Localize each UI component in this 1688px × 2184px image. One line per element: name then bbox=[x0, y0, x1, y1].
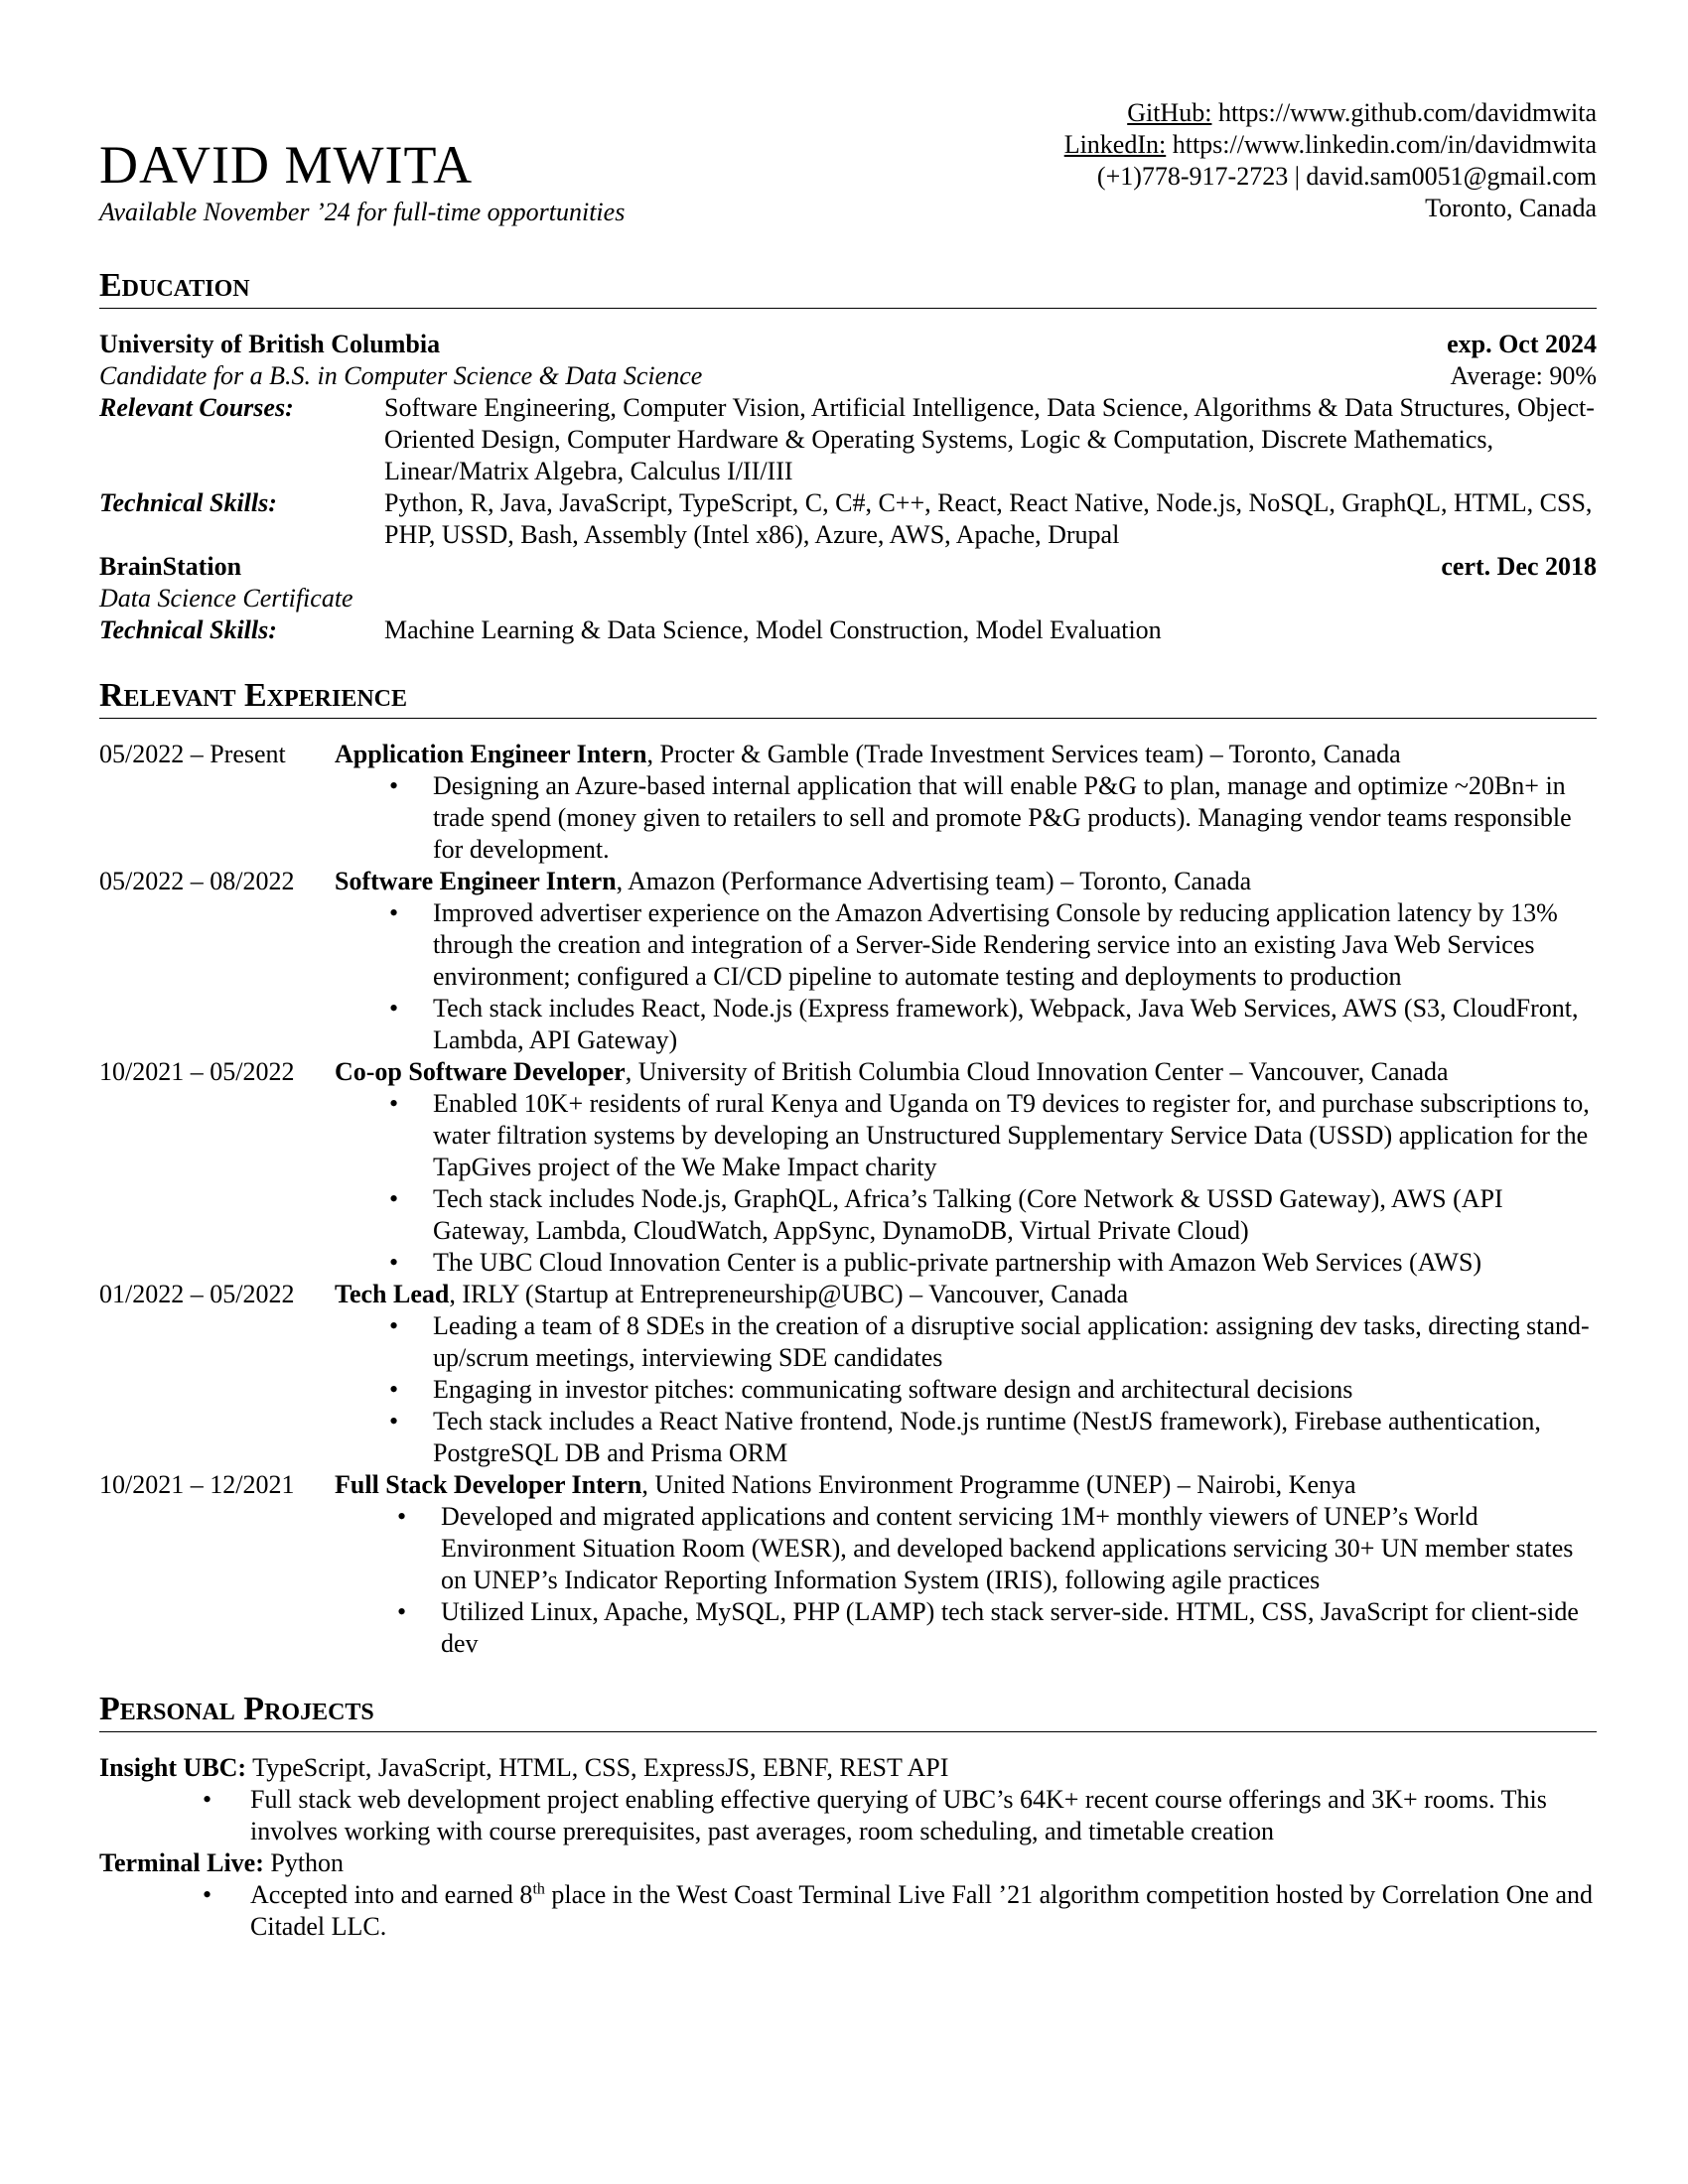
job-header bbox=[99, 739, 1597, 770]
github-url[interactable]: https://www.github.com/davidmwita bbox=[1211, 98, 1597, 127]
skills-list: Machine Learning & Data Science, Model Construction, Model Evaluation bbox=[384, 615, 1162, 644]
job-bullets bbox=[99, 770, 1597, 866]
job-bullet: • Designing an Azure-based internal application that will enable P&G to plan, manage and optimize ~20Bn+ in trade spend (money given to retailers to sell and promote P&G products). Managing vendor teams responsible for development. bbox=[433, 770, 1597, 866]
bullet-text-post: place in the West Coast Terminal Live Fall ’21 algorithm competition hosted by Correlation One and Citadel LLC. bbox=[250, 1880, 1594, 1941]
project-bullet: • Full stack web development project enabling effective querying of UBC’s 64K+ recent course offerings and 3K+ rooms. This involves working with course prerequisites, past averages, room scheduling, and timetable creation bbox=[250, 1784, 1597, 1847]
job-bullet: • Enabled 10K+ residents of rural Kenya and Uganda on T9 devices to register for, and purchase subscriptions to, water filtration systems by developing an Unstructured Supplementary Service Data (USSD) application for the TapGives project of the We Make Impact charity bbox=[433, 1088, 1597, 1183]
phone-email: (+1)778-917-2723 | david.sam0051@gmail.com bbox=[1096, 162, 1597, 191]
availability-note: Available November ’24 for full-time opportunities bbox=[99, 198, 626, 226]
job-title bbox=[335, 1279, 1597, 1310]
linkedin-url[interactable]: https://www.linkedin.com/in/davidmwita bbox=[1166, 130, 1597, 159]
job-detail: , Amazon (Performance Advertising team) – Toronto, Canada bbox=[616, 867, 1252, 895]
job-entry bbox=[99, 866, 1597, 1056]
job-bullet: • Engaging in investor pitches: communicating software design and architectural decisions bbox=[433, 1374, 1597, 1406]
ubc-skills bbox=[99, 487, 1597, 551]
job-entry bbox=[99, 1279, 1597, 1469]
brainstation-date: cert. Dec 2018 bbox=[1441, 552, 1597, 581]
skills-label: Technical Skills: bbox=[99, 615, 277, 644]
project-stack: Python bbox=[263, 1848, 345, 1877]
ubc-degree-row bbox=[99, 360, 1597, 392]
job-bullet: • Tech stack includes a React Native frontend, Node.js runtime (NestJS framework), Firebase authentication, PostgreSQL DB and Prisma ORM bbox=[433, 1406, 1597, 1469]
brainstation-row bbox=[99, 551, 1597, 583]
candidate-name: DAVID MWITA bbox=[99, 135, 474, 195]
project-name: Terminal Live: bbox=[99, 1848, 264, 1877]
ubc-school: University of British Columbia bbox=[99, 330, 441, 358]
contact-block bbox=[1064, 97, 1597, 224]
project-terminal bbox=[99, 1847, 1597, 1879]
job-bullet: • Developed and migrated applications and content servicing 1M+ monthly viewers of UNEP’s World Environment Situation Room (WESR), and developed backend applications servicing 30+ UN member states on UNEP’s Indicator Reporting Information System (IRIS), following agile practices bbox=[441, 1501, 1597, 1596]
job-title bbox=[335, 739, 1597, 770]
bullet-text-pre: Accepted into and earned 8 bbox=[250, 1880, 533, 1909]
job-detail: , IRLY (Startup at Entrepreneurship@UBC) – Vancouver, Canada bbox=[449, 1280, 1129, 1308]
job-role: Application Engineer Intern bbox=[335, 740, 647, 768]
ubc-date: exp. Oct 2024 bbox=[1447, 330, 1597, 358]
job-dates: 10/2021 – 12/2021 bbox=[99, 1470, 295, 1499]
location: Toronto, Canada bbox=[1425, 194, 1597, 222]
linkedin-line[interactable] bbox=[1064, 129, 1597, 161]
job-bullet: • Leading a team of 8 SDEs in the creation of a disruptive social application: assigning dev tasks, directing stand-up/scrum meetings, interviewing SDE candidates bbox=[433, 1310, 1597, 1374]
job-role: Software Engineer Intern bbox=[335, 867, 617, 895]
github-label[interactable]: GitHub: bbox=[1127, 98, 1212, 127]
project-bullet bbox=[250, 1879, 1597, 1943]
job-header bbox=[99, 1469, 1597, 1501]
job-title bbox=[335, 1469, 1597, 1501]
job-entry bbox=[99, 1469, 1597, 1660]
job-bullet: • The UBC Cloud Innovation Center is a public-private partnership with Amazon Web Services (AWS) bbox=[433, 1247, 1597, 1279]
project-name: Insight UBC: bbox=[99, 1753, 247, 1782]
job-bullets bbox=[99, 1501, 1597, 1660]
job-dates: 10/2021 – 05/2022 bbox=[99, 1057, 295, 1086]
skills-list: Python, R, Java, JavaScript, TypeScript, C, C#, C++, React, React Native, Node.js, NoSQL, GraphQL, HTML, CSS, PHP, USSD, Bash, Assembly (Intel x86), Azure, AWS, Apache, Drupal bbox=[384, 488, 1593, 549]
job-role: Tech Lead bbox=[335, 1280, 450, 1308]
job-detail: , Procter & Gamble (Trade Investment Services team) – Toronto, Canada bbox=[646, 740, 1401, 768]
job-bullets bbox=[99, 1310, 1597, 1469]
skills-label: Technical Skills: bbox=[99, 488, 277, 517]
job-dates: 01/2022 – 05/2022 bbox=[99, 1280, 295, 1308]
resume-header bbox=[99, 97, 1597, 236]
ubc-average: Average: 90% bbox=[1450, 361, 1597, 390]
job-bullet: • Improved advertiser experience on the Amazon Advertising Console by reducing application latency by 13% through the creation and integration of a Server-Side Rendering service into an existing Java Web Services environment; configured a CI/CD pipeline to automate testing and deployments to production bbox=[433, 897, 1597, 993]
job-dates: 05/2022 – Present bbox=[99, 740, 286, 768]
project-bullets bbox=[99, 1784, 1597, 1847]
ordinal-suffix: th bbox=[532, 1880, 545, 1898]
job-title bbox=[335, 1056, 1597, 1088]
education-heading: Education bbox=[99, 266, 1597, 309]
projects-section bbox=[99, 1752, 1597, 1943]
brainstation-cert: Data Science Certificate bbox=[99, 584, 353, 613]
courses-list: Software Engineering, Computer Vision, Artificial Intelligence, Data Science, Algorithms & Data Structures, Object-Oriented Design, Computer Hardware & Operating Systems, Logic & Computation, Discrete Mathematics, Linear/Matrix Algebra, Calculus I/II/III bbox=[384, 393, 1595, 485]
job-bullet: • Tech stack includes React, Node.js (Express framework), Webpack, Java Web Services, AWS (S3, CloudFront, Lambda, API Gateway) bbox=[433, 993, 1597, 1056]
experience-section bbox=[99, 739, 1597, 1660]
education-section bbox=[99, 329, 1597, 646]
linkedin-label[interactable]: LinkedIn: bbox=[1063, 130, 1167, 159]
job-entry bbox=[99, 1056, 1597, 1279]
job-role: Co-op Software Developer bbox=[335, 1057, 626, 1086]
job-role: Full Stack Developer Intern bbox=[335, 1470, 642, 1499]
github-line[interactable] bbox=[1064, 97, 1597, 129]
brainstation-school: BrainStation bbox=[99, 552, 242, 581]
job-detail: , United Nations Environment Programme (UNEP) – Nairobi, Kenya bbox=[641, 1470, 1356, 1499]
ubc-row bbox=[99, 329, 1597, 360]
ubc-degree: Candidate for a B.S. in Computer Science & Data Science bbox=[99, 361, 703, 390]
job-header bbox=[99, 1056, 1597, 1088]
job-header bbox=[99, 1279, 1597, 1310]
ubc-courses bbox=[99, 392, 1597, 487]
project-bullets bbox=[99, 1879, 1597, 1943]
projects-heading: Personal Projects bbox=[99, 1690, 1597, 1732]
job-header bbox=[99, 866, 1597, 897]
project-stack: TypeScript, JavaScript, HTML, CSS, ExpressJS, EBNF, REST API bbox=[246, 1753, 949, 1782]
job-bullets bbox=[99, 897, 1597, 1056]
job-dates: 05/2022 – 08/2022 bbox=[99, 867, 295, 895]
brainstation-skills bbox=[99, 614, 1597, 646]
courses-label: Relevant Courses: bbox=[99, 393, 294, 422]
job-bullet: • Tech stack includes Node.js, GraphQL, Africa’s Talking (Core Network & USSD Gateway), AWS (API Gateway, Lambda, CloudWatch, AppSync, DynamoDB, Virtual Private Cloud) bbox=[433, 1183, 1597, 1247]
job-entry bbox=[99, 739, 1597, 866]
job-bullets bbox=[99, 1088, 1597, 1279]
project-insight bbox=[99, 1752, 1597, 1784]
experience-heading: Relevant Experience bbox=[99, 676, 1597, 719]
resume-page bbox=[99, 97, 1597, 1943]
job-title bbox=[335, 866, 1597, 897]
job-bullet: • Utilized Linux, Apache, MySQL, PHP (LAMP) tech stack server-side. HTML, CSS, JavaScript for client-side dev bbox=[441, 1596, 1597, 1660]
job-detail: , University of British Columbia Cloud Innovation Center – Vancouver, Canada bbox=[625, 1057, 1449, 1086]
